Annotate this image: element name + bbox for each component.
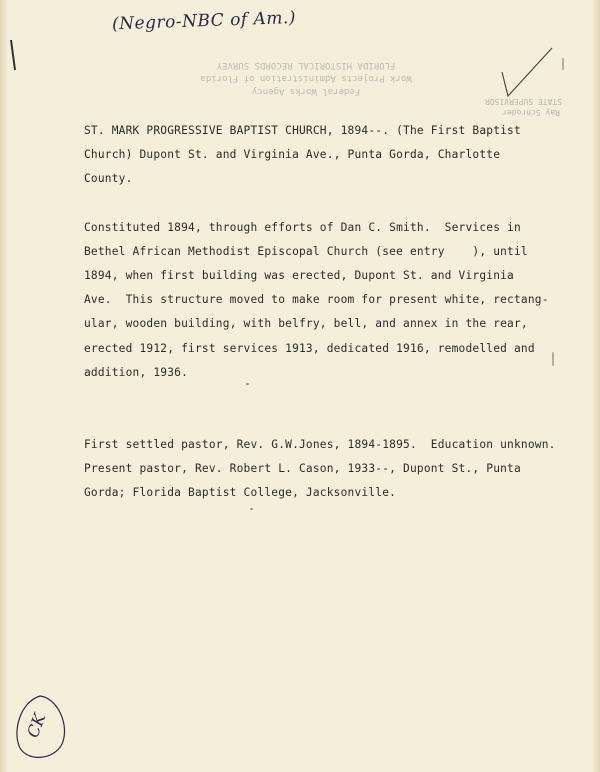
paper-speck xyxy=(552,352,554,366)
reviewer-initials: CK xyxy=(23,710,50,741)
paper-speck xyxy=(246,383,249,385)
history-line: erected 1912, first services 1913, dedicated 1916, remodelled and xyxy=(84,341,535,355)
stamp-line: Work Projects Administration of Florida xyxy=(200,73,412,83)
paragraph-gap xyxy=(84,192,584,216)
page-edge-left xyxy=(0,0,8,772)
document-body xyxy=(84,119,584,506)
pastor-line: Present pastor, Rev. Robert L. Cason, 1933--, Dupont St., Punta xyxy=(84,462,521,476)
stamp-line: FLORIDA HISTORICAL RECORDS SURVEY xyxy=(216,60,396,70)
handwritten-note: (Negro-NBC of Am.) xyxy=(111,7,297,35)
history-line: Constituted 1894, through efforts of Dan C. Smith. Services in xyxy=(84,220,521,234)
history-line: Ave. This structure moved to make room for present white, rectang- xyxy=(84,293,549,307)
stamp-line: STATE SUPERVISOR xyxy=(484,97,562,106)
check-mark-icon xyxy=(496,44,556,104)
history-line: Bethel African Methodist Episcopal Church (see entry ), until xyxy=(84,244,528,258)
heading-line: County. xyxy=(84,172,133,186)
heading-line: ST. MARK PROGRESSIVE BAPTIST CHURCH, 1894--. (The First Baptist xyxy=(84,124,521,137)
page-edge-right xyxy=(592,0,600,772)
pastor-line: First settled pastor, Rev. G.W.Jones, 1894-1895. Education unknown. xyxy=(84,438,556,452)
history-line: 1894, when first building was erected, Dupont St. and Virginia xyxy=(84,269,514,283)
margin-tick-mark xyxy=(8,38,18,72)
paragraph-gap xyxy=(84,385,584,433)
agency-stamp xyxy=(186,58,426,97)
stamp-line: Federal Works Agency xyxy=(251,86,361,96)
paper-speck xyxy=(250,508,253,510)
history-line: addition, 1936. xyxy=(84,365,189,379)
pastor-line: Gorda; Florida Baptist College, Jacksonville. xyxy=(84,486,397,500)
history-line: ular, wooden building, with belfry, bell, and annex in the rear, xyxy=(84,317,528,331)
heading-line: Church) Dupont St. and Virginia Ave., Punta Gorda, Charlotte xyxy=(84,148,501,162)
paper-speck xyxy=(562,58,564,70)
stamp-line: Ray Schroder xyxy=(502,108,560,117)
